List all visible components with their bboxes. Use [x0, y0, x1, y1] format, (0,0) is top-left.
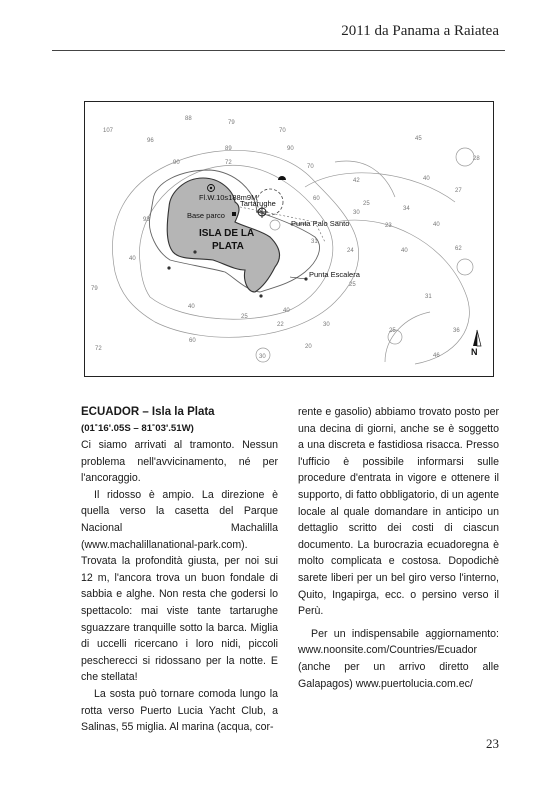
svg-text:90: 90: [173, 160, 180, 166]
page-number: 23: [486, 736, 499, 751]
svg-text:72: 72: [225, 160, 232, 166]
svg-text:96: 96: [147, 138, 154, 144]
svg-text:22: 22: [277, 322, 284, 328]
svg-text:70: 70: [279, 128, 286, 134]
depth-soundings: [91, 116, 480, 360]
svg-text:40: 40: [129, 256, 136, 262]
svg-text:46: 46: [433, 353, 440, 359]
svg-text:62: 62: [455, 246, 462, 252]
shoal-contour: [456, 148, 474, 166]
north-arrow-icon: [471, 330, 481, 357]
svg-text:30: 30: [323, 322, 330, 328]
svg-text:88: 88: [185, 116, 192, 122]
paragraph: Il ridosso è ampio. La direzione è quella verso la casetta del Parque Nacional Machalilla (www.machalillanational-park.com). Trovata la profondità giusta, per noi sui 12 m, l'ancora trova un buon fondale di sabbia e alghe. Non resta che godersi lo spettacolo: mai viste tante tartarughe sguazzare tranquille sotto la barca. Miglia di uccelli ricercano i loro nidi, piccoli pescherecci si ridossano per la notte. E che stellata!: [81, 488, 278, 684]
svg-text:107: 107: [103, 128, 114, 134]
svg-text:70: 70: [307, 164, 314, 170]
svg-text:93: 93: [143, 217, 150, 223]
island-name-line1: ISLA DE LA: [199, 228, 255, 239]
svg-text:60: 60: [313, 196, 320, 202]
turtles-label: Tartarughe: [240, 199, 276, 208]
svg-text:72: 72: [95, 346, 102, 352]
svg-text:25: 25: [363, 201, 370, 207]
svg-text:36: 36: [453, 328, 460, 334]
wreck-icon: [278, 176, 286, 180]
svg-text:27: 27: [455, 188, 462, 194]
svg-text:20: 20: [305, 344, 312, 350]
svg-text:31: 31: [425, 294, 432, 300]
article-column-right: [298, 404, 499, 692]
paragraph: rente e gasolio) abbiamo trovato posto per una decina di giorni, anche se è soggetto a una discreta e fastidiosa risacca. Presso l'ufficio è possibile informarsi sulle procedure d'entrata in vigore e ottenere il supporto, di fatto obbligatorio, di un agente locale al quale domandare in anticipo un dettaglio scritto dei costi di ciascun documento. La burocrazia ecuadoregna è molto complicata e costosa. Dopodichè sarete liberi per un bel giro verso l'interno, Quito, Ingapirga, ecc. o persino verso il Perù.: [298, 406, 499, 618]
svg-text:25: 25: [241, 314, 248, 320]
park-base-icon: [232, 212, 236, 216]
nautical-chart: [84, 101, 494, 377]
svg-text:42: 42: [353, 178, 360, 184]
paragraph: Per un indispensabile aggiornamento: www.noonsite.com/Countries/Ecuador (anche per un arrivo diretto alle Galapagos) www.puertolucia.com.ec/: [298, 627, 499, 690]
svg-text:60: 60: [189, 338, 196, 344]
paragraph: Ci siamo arrivati al tramonto. Nessun problema nell'avvicinamento, né per l'ancoraggio.: [81, 439, 278, 485]
svg-text:24: 24: [347, 248, 354, 254]
svg-text:79: 79: [228, 120, 235, 126]
svg-text:90: 90: [287, 146, 294, 152]
svg-text:31: 31: [311, 239, 318, 245]
svg-text:25: 25: [389, 328, 396, 334]
svg-text:40: 40: [188, 304, 195, 310]
punta-palo-santo-label: Punta Palo Santo: [291, 219, 350, 228]
base-label: Base parco: [187, 211, 225, 220]
svg-text:30: 30: [353, 210, 360, 216]
svg-text:45: 45: [415, 136, 422, 142]
svg-text:30: 30: [259, 354, 266, 360]
svg-text:79: 79: [91, 286, 98, 292]
svg-text:34: 34: [403, 206, 410, 212]
article-column-left: [81, 404, 278, 736]
running-header: 2011 da Panama a Raiatea: [341, 23, 499, 39]
island-name-line2: PLATA: [212, 241, 244, 252]
chart-drawing: [85, 102, 494, 377]
paragraph: La sosta può tornare comoda lungo la rotta verso Puerto Lucia Yacht Club, a Salinas, 55 miglia. Al marina (acqua, cor-: [81, 687, 278, 734]
article-coordinates: (01˚16'.05S – 81˚03'.51W): [81, 423, 194, 434]
svg-text:40: 40: [401, 248, 408, 254]
svg-text:89: 89: [225, 146, 232, 152]
svg-text:23: 23: [385, 223, 392, 229]
svg-text:40: 40: [283, 308, 290, 314]
north-label: N: [471, 347, 478, 357]
article-title: ECUADOR – Isla la Plata: [81, 406, 215, 418]
light-label: Fl.W.10s188m9M: [199, 193, 258, 202]
svg-text:40: 40: [433, 222, 440, 228]
header-divider: [52, 50, 505, 51]
punta-escalera-label: Punta Escalera: [309, 270, 360, 279]
svg-text:28: 28: [473, 156, 480, 162]
svg-text:40: 40: [423, 176, 430, 182]
svg-text:25: 25: [349, 282, 356, 288]
